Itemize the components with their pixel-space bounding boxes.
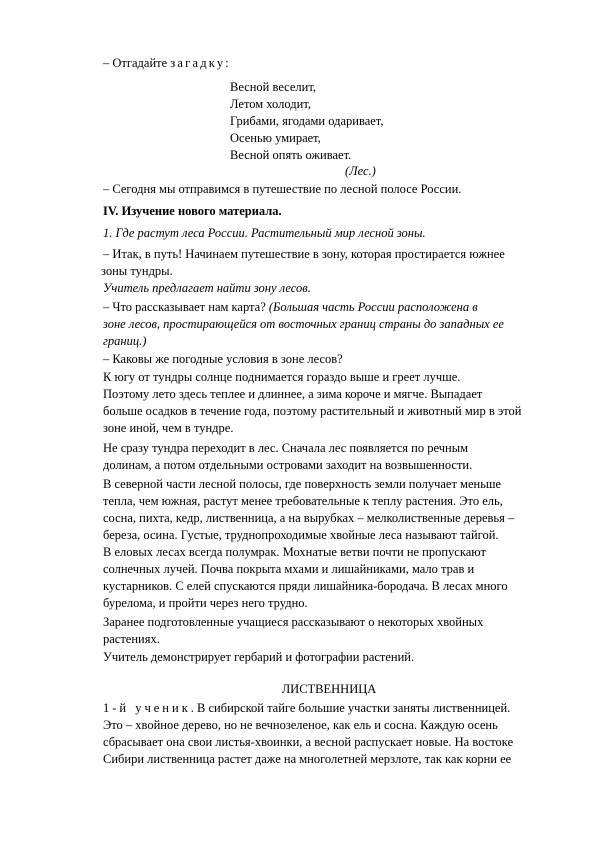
riddle-poem	[230, 79, 383, 164]
map-question: – Что рассказывает нам карта? (Большая часть России расположена в зоне лесов, простирающейся от восточных границ страны до западных ее границ.)	[103, 300, 504, 348]
section-title: ЛИСТВЕННИЦА	[281, 682, 377, 696]
paragraph-climate: К югу от тундры солнце поднимается гораздо выше и греет лучше. Поэтому лето здесь теплее и длиннее, а зима короче и мягче. Выпадает больше осадков в течение года, поэтому растительный и животный мир в этой зоне иной, чем в тундре.	[103, 370, 522, 435]
paragraph-transition: Не сразу тундра переходит в лес. Сначала лес появляется по речным долинам, а потом отдельными островами заходит на возвышенности.	[103, 441, 473, 472]
paragraph-north: В северной части лесной полосы, где поверхность земли получает меньше тепла, чем южная, растут менее требовательные к теплу растения. Это ель, сосна, пихта, кедр, лиственница, а на вырубках – мелколиственные деревья – береза, осина. Густые, труднопроходимые хвойные леса называют тайгой.	[103, 477, 515, 542]
riddle-intro-text: – Отгадайте	[103, 56, 171, 70]
weather-question: – Каковы же погодные условия в зоне лесов?	[103, 352, 343, 366]
poem-line: Весной веселит,	[230, 80, 317, 94]
poem-line: Весной опять оживает.	[230, 148, 352, 162]
paragraph-spruce: В еловых лесах всегда полумрак. Мохнатые ветви почти не пропускают солнечных лучей. Почва покрыта мхами и лишайниками, мало трав и кустарников. С елей спускаются пряди лишайника-бородача. В лесах много бурелома, и пройти через него трудно.	[103, 545, 508, 610]
teacher-map-instruction: Учитель предлагает найти зону лесов.	[103, 281, 311, 295]
student-label: 1-й ученик	[103, 701, 191, 715]
go-paragraph: – Итак, в путь! Начинаем путешествие в зону, которая простирается южнее зоны тундры.	[101, 247, 505, 278]
paragraph-larch: 1-й ученик. В сибирской тайге большие участки заняты лиственницей. Это – хвойное дерево, но не вечнозеленое, как ель и сосна. Каждую осень сбрасывает она свои листья-хвоинки, а весной распускает новые. На востоке Сибири лиственница растет даже на многолетней мерзлоте, так как корни ее	[103, 701, 514, 766]
subheading: 1. Где растут леса России. Растительный мир лесной зоны.	[103, 226, 426, 240]
today-line: – Сегодня мы отправимся в путешествие по лесной полосе России.	[103, 182, 462, 196]
poem-line: Грибами, ягодами одаривает,	[230, 114, 384, 128]
paragraph-herbarium: Учитель демонстрирует гербарий и фотографии растений.	[103, 650, 415, 664]
section-heading: IV. Изучение нового материала.	[103, 204, 282, 218]
paragraph-students: Заранее подготовленные учащиеся рассказывают о некоторых хвойных растениях.	[103, 615, 484, 646]
riddle-word: загадку:	[170, 56, 231, 70]
poem-answer: (Лес.)	[345, 164, 376, 178]
poem-line: Осенью умирает,	[230, 131, 321, 145]
poem-line: Летом холодит,	[230, 97, 311, 111]
riddle-intro	[103, 55, 555, 72]
